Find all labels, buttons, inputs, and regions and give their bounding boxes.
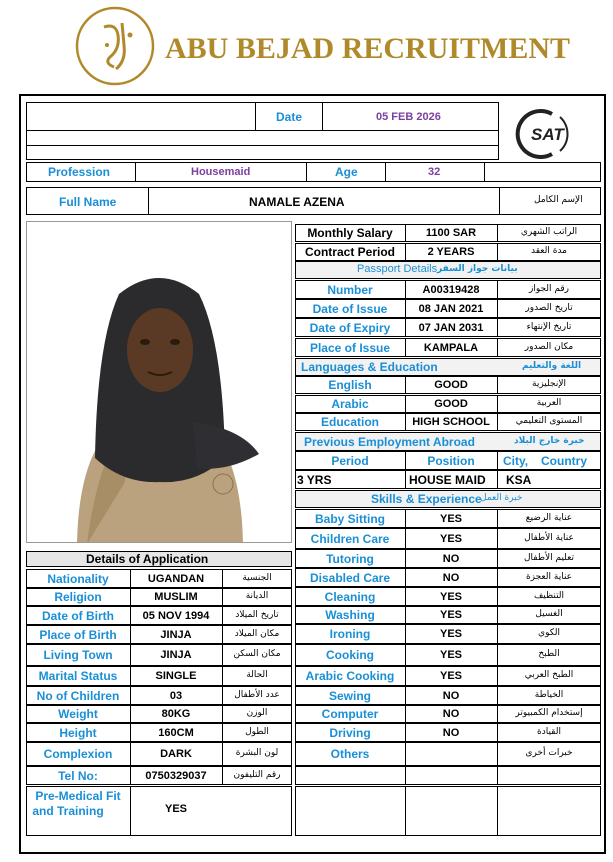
application-ar: عدد الأطفال — [234, 689, 280, 700]
agency-logo — [512, 107, 578, 161]
agency-logo-text: SAT — [531, 125, 564, 144]
application-value: 03 — [169, 689, 183, 702]
application-label: Place of Birth — [39, 627, 117, 642]
application-ar: الطول — [245, 726, 269, 737]
employment-col-country: Country — [541, 454, 587, 468]
application-value: MUSLIM — [154, 591, 198, 603]
skill-row-value: YES — [439, 512, 462, 525]
fullname-label: Full Name — [59, 195, 117, 209]
employment-col-city: City, — [503, 454, 529, 468]
application-ar: مكان السكن — [233, 649, 281, 659]
application-ar: الوزن — [246, 708, 268, 718]
employment-position: HOUSE MAID — [409, 473, 486, 487]
application-value: DARK — [160, 748, 192, 760]
skills-title: Skills & Experience — [371, 492, 482, 506]
profession-value: Housemaid — [191, 166, 251, 178]
languages-header-text: Languages & Education — [301, 360, 438, 374]
language-row-ar: المستوى التعليمي — [515, 416, 583, 426]
application-ar: رقم التليفون — [233, 769, 281, 780]
language-row-value: GOOD — [434, 398, 468, 410]
language-row-value: HIGH SCHOOL — [412, 416, 490, 428]
application-label: Complexion — [43, 747, 113, 761]
company-logo — [74, 5, 156, 87]
fullname-value: NAMALE AZENA — [249, 195, 345, 209]
passport-row-value: 08 JAN 2021 — [418, 302, 484, 315]
skill-row-label: Washing — [325, 608, 375, 622]
application-label: Tel No: — [58, 768, 98, 783]
passport-row-ar: مكان الصدور — [524, 341, 574, 352]
skill-row-label: Ironing — [329, 627, 371, 641]
passport-row-label: Date of Expiry — [309, 320, 391, 335]
skill-row-ar: تعليم الأطفال — [523, 552, 575, 563]
application-title: Details of Application — [86, 552, 209, 566]
skill-row-value: YES — [439, 628, 462, 640]
skill-row-ar: الخياطة — [534, 689, 564, 700]
fullname-ar: الإسم الكامل — [534, 195, 583, 205]
salary-row-value: 1100 SAR — [425, 227, 477, 239]
medical-label-2: and Training — [32, 804, 104, 818]
application-label: Marital Status — [38, 669, 118, 683]
skill-row-label: Tutoring — [326, 551, 374, 566]
skill-row-label: Disabled Care — [309, 570, 391, 585]
skill-row-ar: عناية العجزة — [525, 571, 573, 582]
passport-title: Passport Details — [357, 263, 438, 275]
skill-row-label: Children Care — [310, 531, 390, 546]
skill-row-ar: القيادة — [537, 726, 561, 737]
passport-title-ar: بيانات جواز السفر — [437, 264, 518, 274]
passport-row-ar: تاريخ الإنتهاء — [526, 321, 572, 332]
skill-row-ar: الطبخ — [538, 649, 560, 659]
application-ar: تاريخ الميلاد — [235, 609, 279, 620]
skill-row-label: Cooking — [326, 648, 374, 662]
application-ar: لون البشرة — [235, 748, 279, 758]
skill-row-ar: الغسيل — [535, 609, 563, 619]
skill-row-ar: عناية الأطفال — [524, 532, 574, 543]
skill-row-empty — [295, 786, 601, 836]
skill-row-value: YES — [439, 670, 462, 682]
company-name: ABU BEJAD RECRUITMENT — [165, 32, 571, 65]
passport-row-value: 07 JAN 2031 — [418, 321, 484, 334]
application-label: No of Children — [36, 688, 120, 703]
skill-row-value: YES — [439, 649, 462, 661]
profession-label: Profession — [48, 165, 111, 179]
skill-row-label: Others — [330, 747, 370, 761]
skill-row-ar: خبرات أخرى — [525, 748, 573, 758]
employment-country: KSA — [506, 473, 532, 487]
medical-value: YES — [164, 803, 187, 815]
application-value: JINJA — [160, 628, 192, 641]
languages-header-text-ar: اللغة والتعليم — [522, 361, 582, 371]
date-value: 05 FEB 2026 — [376, 111, 441, 123]
employment-period: 3 YRS — [297, 473, 332, 487]
passport-row-label: Number — [327, 282, 373, 297]
salary-row-label: Monthly Salary — [307, 226, 393, 240]
skill-row-value: YES — [439, 532, 462, 545]
skill-row-value: NO — [442, 689, 460, 702]
application-value: SINGLE — [155, 670, 197, 682]
passport-row-label: Date of Issue — [312, 301, 388, 316]
application-label: Nationality — [47, 571, 109, 586]
profession-row — [26, 162, 601, 182]
salary-row-ar: مدة العقد — [531, 246, 567, 256]
skill-row-value: YES — [439, 590, 462, 603]
application-label: Religion — [54, 590, 102, 604]
employment-col-period: Period — [331, 454, 369, 468]
language-row-ar: العربية — [536, 398, 562, 408]
employment-col-position: Position — [427, 454, 475, 468]
skill-row-value: NO — [442, 708, 460, 720]
age-value: 32 — [428, 166, 441, 178]
skill-row-value: YES — [439, 609, 462, 621]
skill-row-value: NO — [442, 571, 460, 584]
language-row-label: Arabic — [331, 397, 369, 411]
skill-row-ar: التنظيف — [533, 590, 565, 601]
passport-row-ar: رقم الجواز — [528, 283, 570, 294]
language-row-ar: الإنجليزية — [532, 379, 566, 389]
application-label: Date of Birth — [42, 608, 114, 623]
skill-row-label: Baby Sitting — [314, 511, 385, 526]
medical-label-1: Pre-Medical Fit — [35, 789, 121, 803]
skill-row-value: NO — [442, 552, 460, 565]
skill-row-empty — [295, 766, 601, 785]
application-ar: مكان الميلاد — [234, 628, 280, 639]
salary-row-ar: الراتب الشهري — [520, 227, 578, 237]
passport-row-value: KAMPALA — [423, 341, 479, 354]
candidate-photo — [26, 221, 292, 543]
application-label: Height — [59, 725, 97, 740]
age-label: Age — [335, 165, 358, 179]
passport-row-label: Place of Issue — [309, 340, 391, 355]
application-ar: الحالة — [246, 670, 268, 680]
application-ar: الجنسية — [242, 572, 272, 583]
language-row-value: GOOD — [434, 379, 468, 391]
application-value: 05 NOV 1994 — [142, 609, 210, 622]
application-label: Living Town — [43, 648, 113, 662]
skill-row-value: NO — [442, 726, 460, 739]
application-value: JINJA — [160, 649, 192, 661]
skill-row-label: Sewing — [328, 688, 371, 703]
salary-row-label: Contract Period — [304, 245, 395, 259]
application-value: 80KG — [161, 708, 191, 720]
application-ar: الديانة — [245, 591, 269, 601]
skill-row-ar: إستخدام الكمبيوتر — [515, 708, 583, 718]
skill-row-label: Cleaning — [324, 589, 376, 604]
skill-row-label: Arabic Cooking — [305, 669, 395, 683]
passport-row-value: A00319428 — [422, 283, 480, 296]
employment-header-text: Previous Employment Abroad — [304, 434, 475, 449]
date-label: Date — [276, 110, 303, 124]
salary-row-value: 2 YEARS — [427, 246, 475, 258]
application-value: UGANDAN — [147, 572, 205, 585]
application-value: 0750329037 — [145, 769, 207, 782]
skill-row-ar: عناية الرضيع — [525, 512, 573, 523]
application-label: Weight — [58, 707, 98, 721]
language-row-label: English — [328, 378, 372, 392]
passport-row-ar: تاريخ الصدور — [525, 302, 573, 313]
application-value: 160CM — [158, 726, 194, 739]
skill-row-label: Computer — [321, 707, 379, 721]
language-row-label: Education — [320, 415, 379, 429]
skills-title-ar: خبرة العمل — [480, 493, 523, 503]
skill-row-ar: الطبخ العربي — [524, 670, 574, 680]
employment-header-text-ar: خبرة خارج البلاد — [514, 435, 585, 446]
skill-row-label: Driving — [329, 725, 371, 740]
skill-row-ar: الكوي — [538, 628, 560, 638]
